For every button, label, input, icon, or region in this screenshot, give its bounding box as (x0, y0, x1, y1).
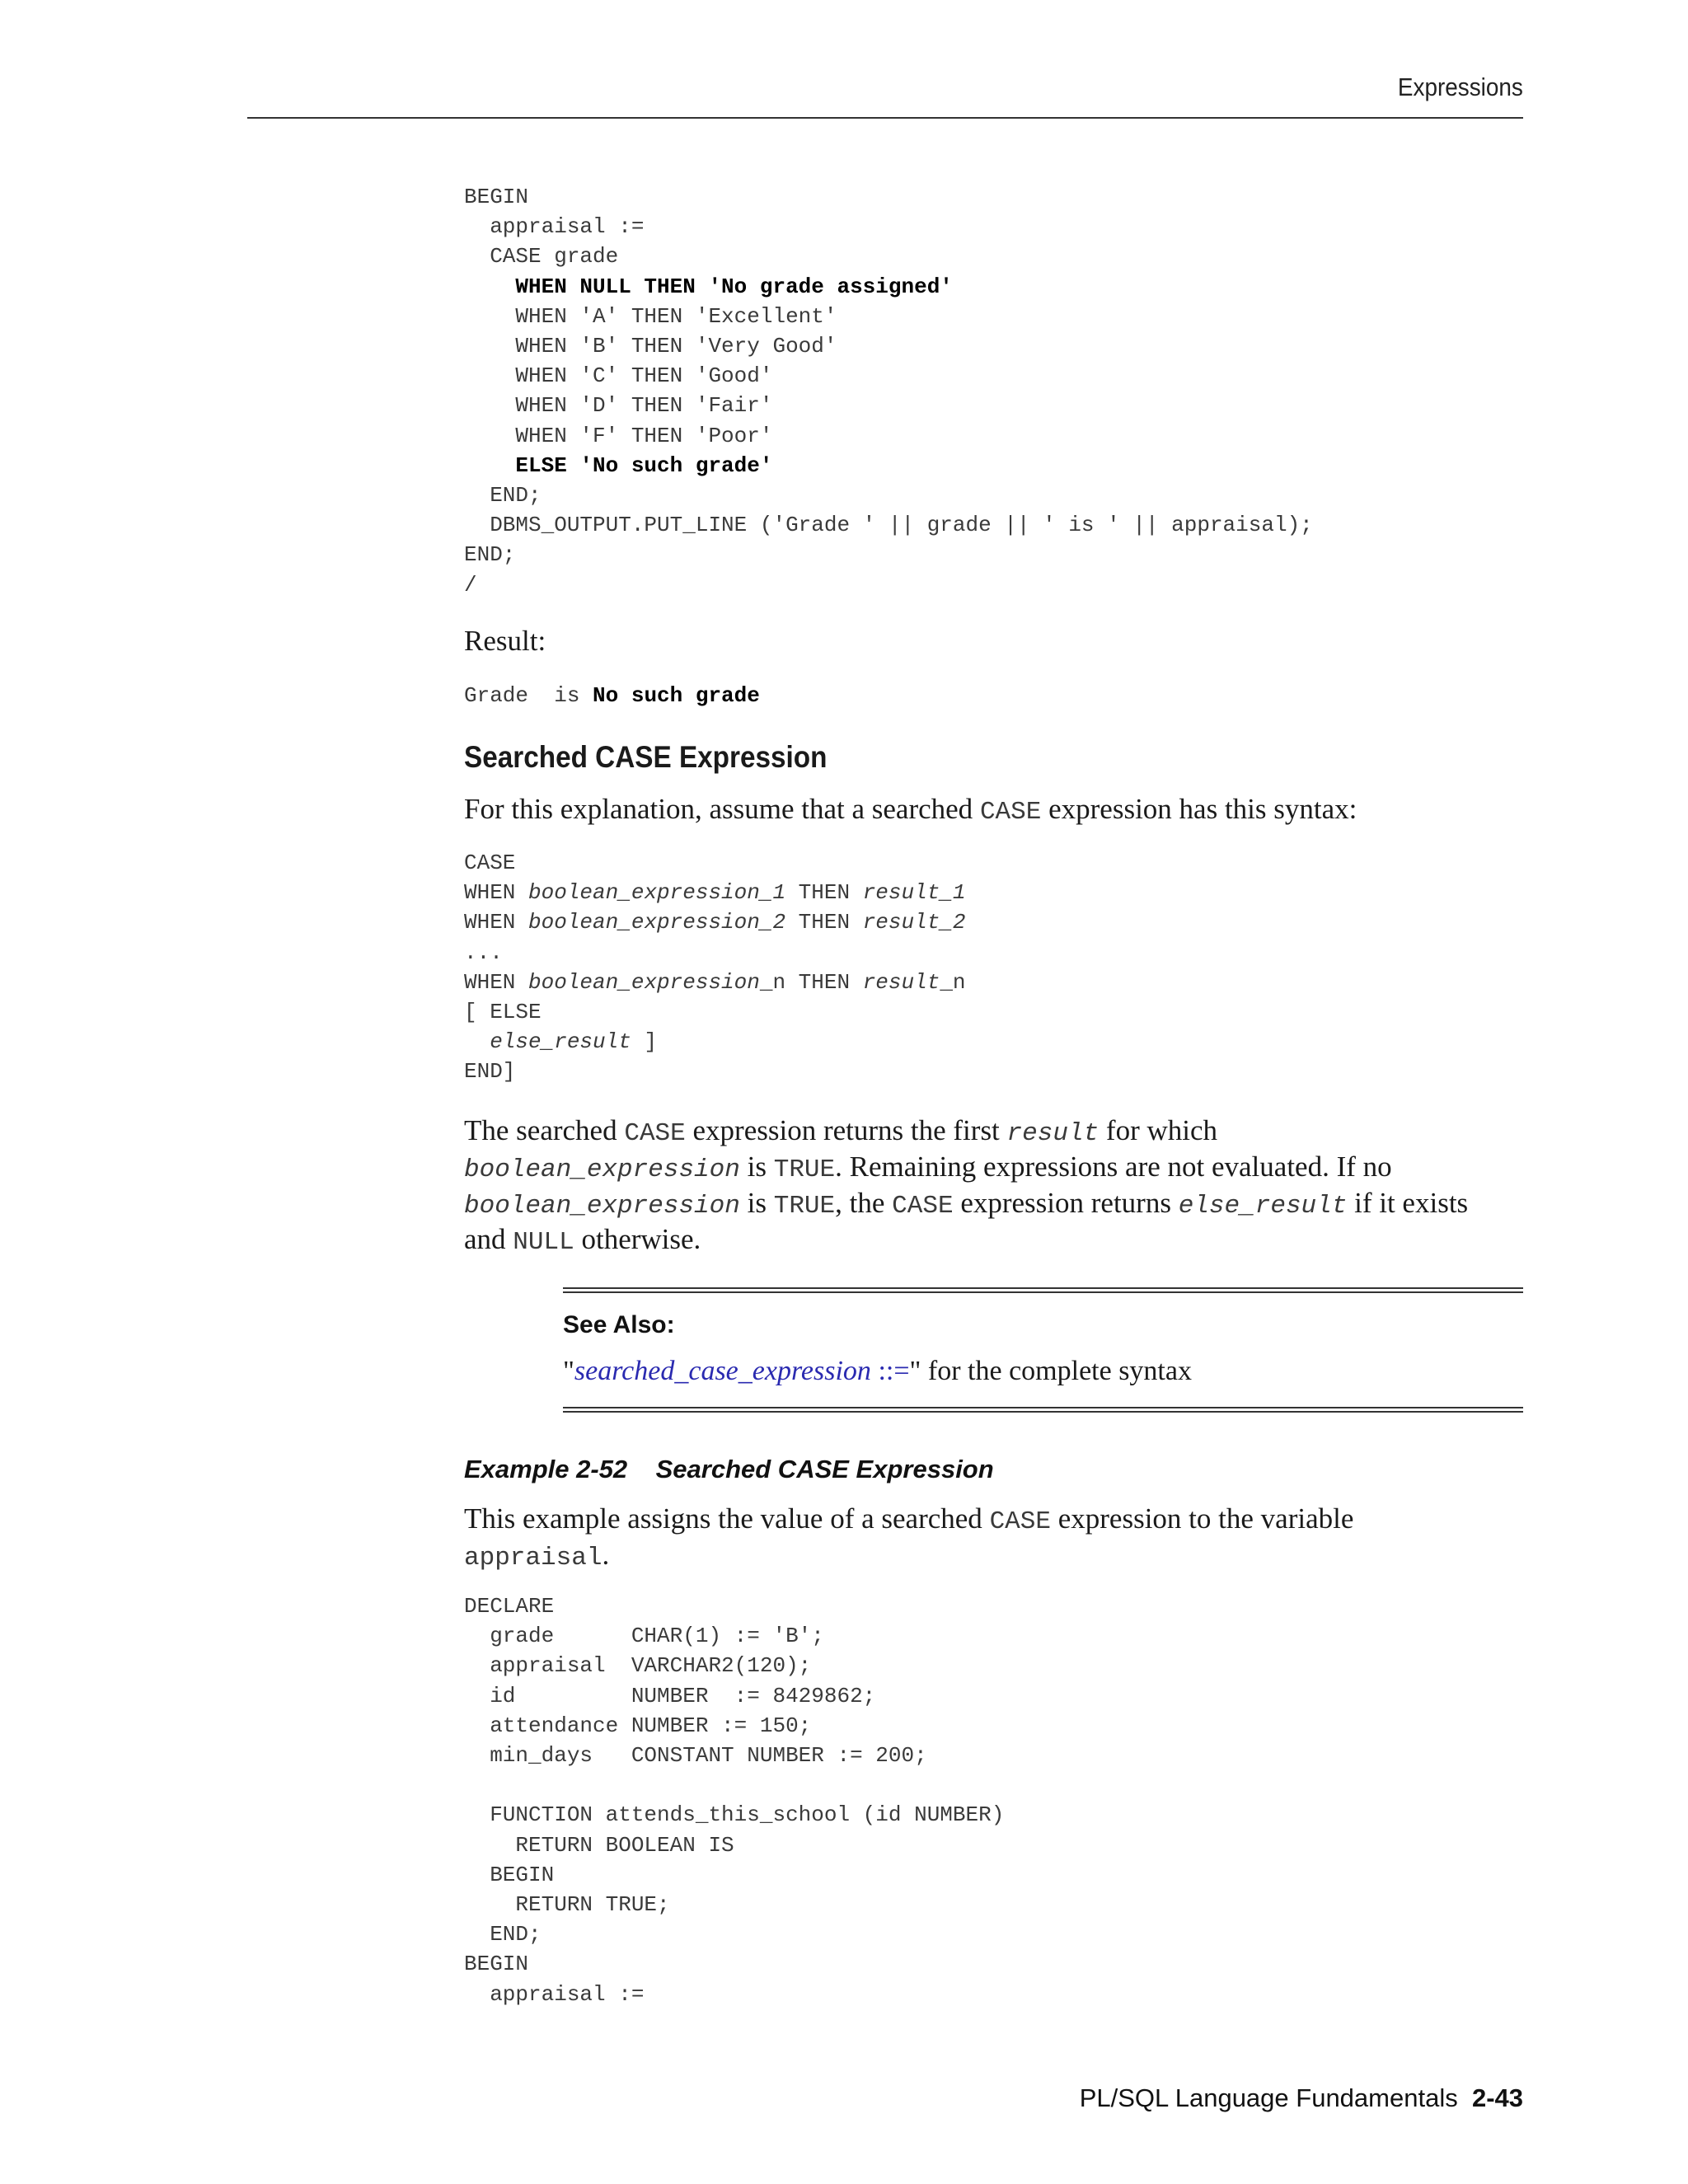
example-description (464, 1502, 1523, 1575)
explanation-code-italic: result (1006, 1119, 1100, 1148)
code-line: WHEN 'D' THEN 'Fair' (464, 393, 773, 419)
explanation-text: expression returns the first (685, 1114, 1007, 1146)
intro-text: expression has this syntax: (1041, 793, 1357, 825)
syntax-keyword: THEN (785, 910, 863, 935)
intro-paragraph (464, 793, 1523, 829)
example-title: Example 2-52 Searched CASE Expression (464, 1455, 994, 1483)
syntax-keyword (464, 1029, 490, 1054)
intro-text: For this explanation, assume that a searched (464, 793, 980, 825)
explanation-text: is (739, 1151, 774, 1183)
code-listing (464, 182, 1523, 600)
code-line: DBMS_OUTPUT.PUT_LINE ('Grade ' || grade || ' is ' || appraisal); (464, 513, 1313, 538)
code-line: WHEN NULL THEN 'No grade assigned' (464, 274, 953, 299)
example-desc-code: CASE (989, 1507, 1051, 1536)
section-heading: Searched CASE Expression (464, 740, 828, 774)
code-line: CASE grade (464, 244, 619, 269)
explanation-code: TRUE (773, 1192, 836, 1221)
explanation-code: CASE (892, 1192, 954, 1221)
code-line: WHEN 'A' THEN 'Excellent' (464, 303, 837, 329)
example-desc-code: appraisal (464, 1544, 603, 1572)
syntax-line (464, 880, 966, 905)
code-line: FUNCTION attends_this_school (id NUMBER) (464, 1802, 1005, 1828)
page-footer (1080, 2083, 1523, 2113)
code-line: BEGIN (464, 185, 529, 209)
syntax-line (464, 1000, 542, 1024)
explanation-code-italic: boolean_expression (464, 1155, 740, 1184)
explanation-text: otherwise. (574, 1223, 701, 1255)
code-line: grade CHAR(1) := 'B'; (464, 1624, 824, 1649)
syntax-keyword: WHEN (464, 880, 529, 906)
code-line: appraisal := (464, 1981, 645, 2007)
code-line: RETURN BOOLEAN IS (464, 1832, 734, 1858)
explanation-code: CASE (624, 1119, 686, 1148)
code-line: ELSE 'No such grade' (464, 452, 773, 478)
explanation-code-italic: boolean_expression (464, 1192, 740, 1221)
searched-case-expression-link[interactable] (574, 1356, 910, 1386)
syntax-placeholder: boolean_expression_2 (528, 910, 786, 935)
explanation-text: , the (835, 1187, 893, 1219)
code-line: WHEN 'C' THEN 'Good' (464, 363, 773, 389)
code-line: END; (464, 1922, 542, 1947)
syntax-line (464, 970, 966, 995)
see-also-box (563, 1287, 1523, 1413)
code-line: DECLARE (464, 1594, 555, 1619)
page-number: 2-43 (1471, 2083, 1523, 2112)
code-line: min_days CONSTANT NUMBER := 200; (464, 1743, 927, 1769)
code-line: / (464, 572, 477, 598)
explanation-code: TRUE (773, 1155, 836, 1184)
code-line: END; (464, 483, 542, 509)
syntax-keyword: WHEN (464, 969, 529, 995)
code-line: BEGIN (464, 1862, 555, 1887)
syntax-keyword: THEN (785, 880, 863, 906)
link-text: searched_case_expression (574, 1356, 871, 1386)
explanation-paragraph (464, 1114, 1478, 1259)
intro-paragraph-wrap (464, 793, 1523, 829)
code-line: id NUMBER := 8429862; (464, 1683, 876, 1708)
syntax-block (464, 848, 1523, 1087)
example-desc-text: . (602, 1539, 610, 1571)
result-output-bold: No such grade (593, 683, 760, 708)
see-also-quote: " (909, 1356, 921, 1386)
see-also-quote: " (563, 1356, 574, 1386)
syntax-keyword: _n THEN (759, 969, 863, 995)
syntax-listing (464, 848, 1523, 1087)
explanation-text: The searched (464, 1114, 625, 1146)
syntax-placeholder: result_1 (862, 880, 966, 906)
see-also-text (563, 1356, 1523, 1387)
see-also-rest: for the complete syntax (921, 1356, 1192, 1386)
syntax-placeholder: result (862, 969, 940, 995)
syntax-placeholder: boolean_expression (528, 969, 760, 995)
code-line: WHEN 'F' THEN 'Poor' (464, 423, 773, 448)
code-line: WHEN 'B' THEN 'Very Good' (464, 334, 837, 359)
explanation-text: . Remaining expressions are not evaluated. If no (835, 1151, 1392, 1183)
explanation-text: for which (1099, 1114, 1218, 1146)
explanation-paragraph-wrap (464, 1114, 1478, 1259)
explanation-text: expression returns (953, 1187, 1179, 1219)
example-description-wrap (464, 1502, 1523, 1575)
code-listing (464, 1591, 1523, 2009)
result-output-block (464, 681, 1523, 710)
syntax-placeholder: boolean_expression_1 (528, 880, 786, 906)
syntax-keyword: ... (464, 940, 503, 965)
code-block-bottom (464, 1591, 1523, 2009)
syntax-keyword: END] (464, 1059, 516, 1085)
result-output (464, 681, 1523, 710)
syntax-keyword: _n (940, 969, 966, 995)
explanation-text: if it exists and (464, 1187, 1469, 1255)
syntax-placeholder: else_result (490, 1029, 631, 1055)
syntax-line (464, 851, 515, 875)
syntax-keyword: CASE (464, 851, 516, 875)
code-block-top (464, 182, 1523, 600)
syntax-placeholder: result_2 (862, 910, 966, 935)
syntax-line (464, 1059, 515, 1084)
example-title-wrap (464, 1455, 1523, 1484)
code-line: END; (464, 542, 516, 568)
explanation-code-italic: else_result (1178, 1192, 1348, 1221)
result-label: Result: (464, 625, 546, 657)
header-rule (247, 117, 1523, 119)
syntax-keyword: ] (631, 1029, 658, 1055)
explanation-text: is (739, 1187, 774, 1219)
syntax-line (464, 910, 966, 935)
syntax-keyword: [ ELSE (464, 1000, 542, 1025)
result-output-plain: Grade is (464, 683, 593, 708)
syntax-keyword: WHEN (464, 910, 529, 935)
code-line: attendance NUMBER := 150; (464, 1713, 812, 1738)
see-also-bottom-rule (563, 1407, 1523, 1413)
running-head-title: Expressions (1398, 73, 1523, 101)
footer-book-title: PL/SQL Language Fundamentals (1079, 2083, 1458, 2112)
syntax-line (464, 1029, 657, 1054)
code-line: RETURN TRUE; (464, 1892, 670, 1918)
explanation-code: NULL (513, 1228, 574, 1257)
code-line: BEGIN (464, 1952, 529, 1977)
example-desc-text: expression to the variable (1050, 1502, 1354, 1535)
link-suffix: ::= (870, 1356, 910, 1386)
syntax-line (464, 940, 503, 965)
intro-code: CASE (979, 798, 1042, 827)
see-also-title: See Also: (563, 1311, 675, 1338)
result-section (464, 625, 1523, 658)
example-desc-text: This example assigns the value of a searched (464, 1502, 990, 1535)
code-line: appraisal := (464, 214, 645, 240)
see-also-top-rule (563, 1287, 1523, 1293)
code-line: appraisal VARCHAR2(120); (464, 1653, 812, 1679)
section-heading-wrap (464, 740, 1523, 775)
